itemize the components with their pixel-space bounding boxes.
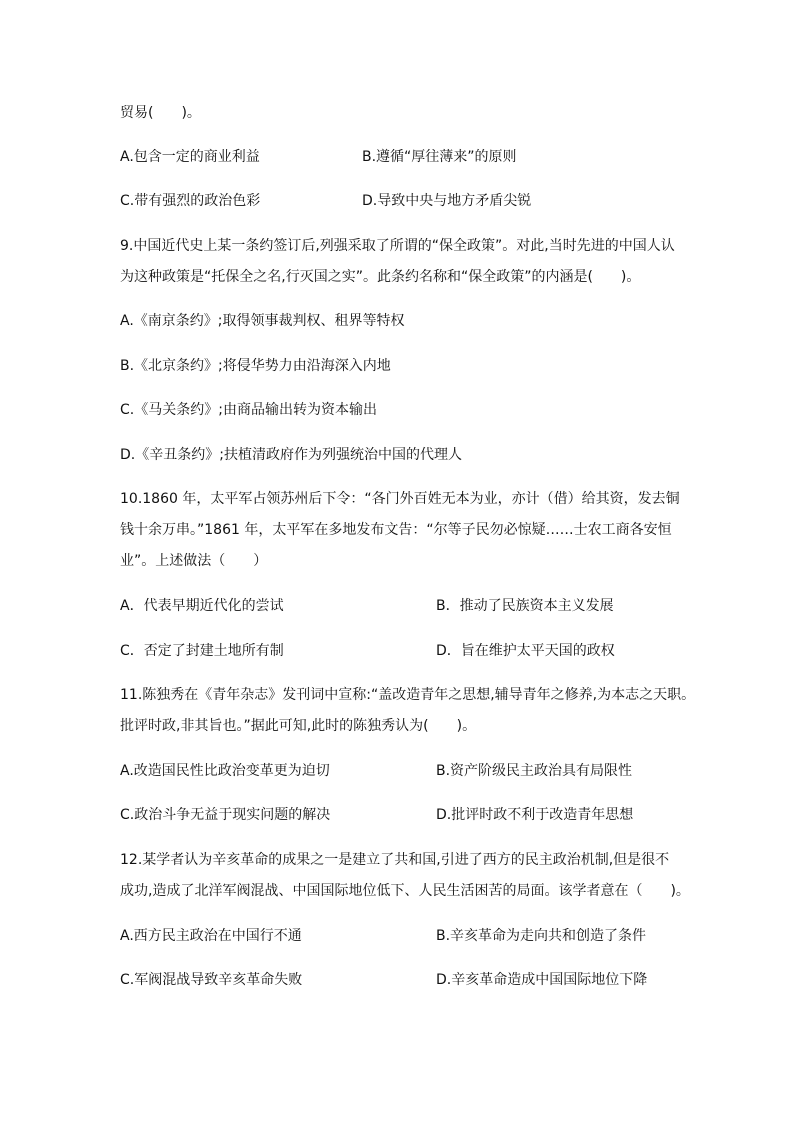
q11-option-a: A.改造国民性比政治变革更为迫切 xyxy=(120,763,330,779)
q10-option-a: A．代表早期近代化的尝试 xyxy=(120,598,284,614)
q12-option-c: C.军阀混战导致辛亥革命失败 xyxy=(120,972,303,988)
q8-option-c: C.带有强烈的政治色彩 xyxy=(120,193,261,209)
q10-stem-line3: 业”。上述做法（ ） xyxy=(120,553,268,569)
q12-stem-line2: 成功,造成了北洋军阀混战、中国国际地位低下、人民生活困苦的局面。该学者意在（ )。 xyxy=(120,883,690,899)
q9-option-d: D.《辛丑条约》;扶植清政府作为列强统治中国的代理人 xyxy=(120,447,462,463)
q12-option-d: D.辛亥革命造成中国国际地位下降 xyxy=(436,972,648,988)
q10-option-c: C．否定了封建土地所有制 xyxy=(120,643,284,659)
q10-option-d: D．旨在维护太平天国的政权 xyxy=(436,643,615,659)
q11-stem-line2: 批评时政,非其旨也。”据此可知,此时的陈独秀认为( )。 xyxy=(120,718,477,734)
q10-option-b: B．推动了民族资本主义发展 xyxy=(436,598,614,614)
q9-stem-line1: 9.中国近代史上某一条约签订后,列强采取了所谓的“保全政策”。对此,当时先进的中国人认 xyxy=(120,238,675,254)
q12-option-a: A.西方民主政治在中国行不通 xyxy=(120,928,302,944)
q8-option-b: B.遵循“厚往薄来”的原则 xyxy=(362,149,517,165)
q11-stem-line1: 11.陈独秀在《青年杂志》发刊词中宣称:“盖改造青年之思想,辅导青年之修养,为本志之天职。 xyxy=(120,687,696,703)
q11-option-b: B.资产阶级民主政治具有局限性 xyxy=(436,763,633,779)
q12-stem-line1: 12.某学者认为辛亥革命的成果之一是建立了共和国,引进了西方的民主政治机制,但是很不 xyxy=(120,852,670,868)
q8-option-d: D.导致中央与地方矛盾尖锐 xyxy=(362,193,532,209)
q11-option-d: D.批评时政不利于改造青年思想 xyxy=(436,807,634,823)
q8-stem-tail: 贸易( )。 xyxy=(120,105,201,121)
q9-option-c: C.《马关条约》;由商品输出转为资本输出 xyxy=(120,402,377,418)
q9-option-a: A.《南京条约》;取得领事裁判权、租界等特权 xyxy=(120,313,405,329)
q10-stem-line2: 钱十余万串。”1861 年，太平军在多地发布文告：“尔等子民勿必惊疑……士农工商各安恒 xyxy=(120,522,672,538)
q9-option-b: B.《北京条约》;将侵华势力由沿海深入内地 xyxy=(120,358,391,374)
q8-option-a: A.包含一定的商业利益 xyxy=(120,149,260,165)
q10-stem-line1: 10.1860 年，太平军占领苏州后下令：“各门外百姓无本为业，亦计（借）给其资，发去铜 xyxy=(120,491,680,507)
q9-stem-line2: 为这种政策是“托保全之名,行灭国之实”。此条约名称和“保全政策”的内涵是( )。 xyxy=(120,269,641,285)
q12-option-b: B.辛亥革命为走向共和创造了条件 xyxy=(436,928,647,944)
q11-option-c: C.政治斗争无益于现实问题的解决 xyxy=(120,807,331,823)
